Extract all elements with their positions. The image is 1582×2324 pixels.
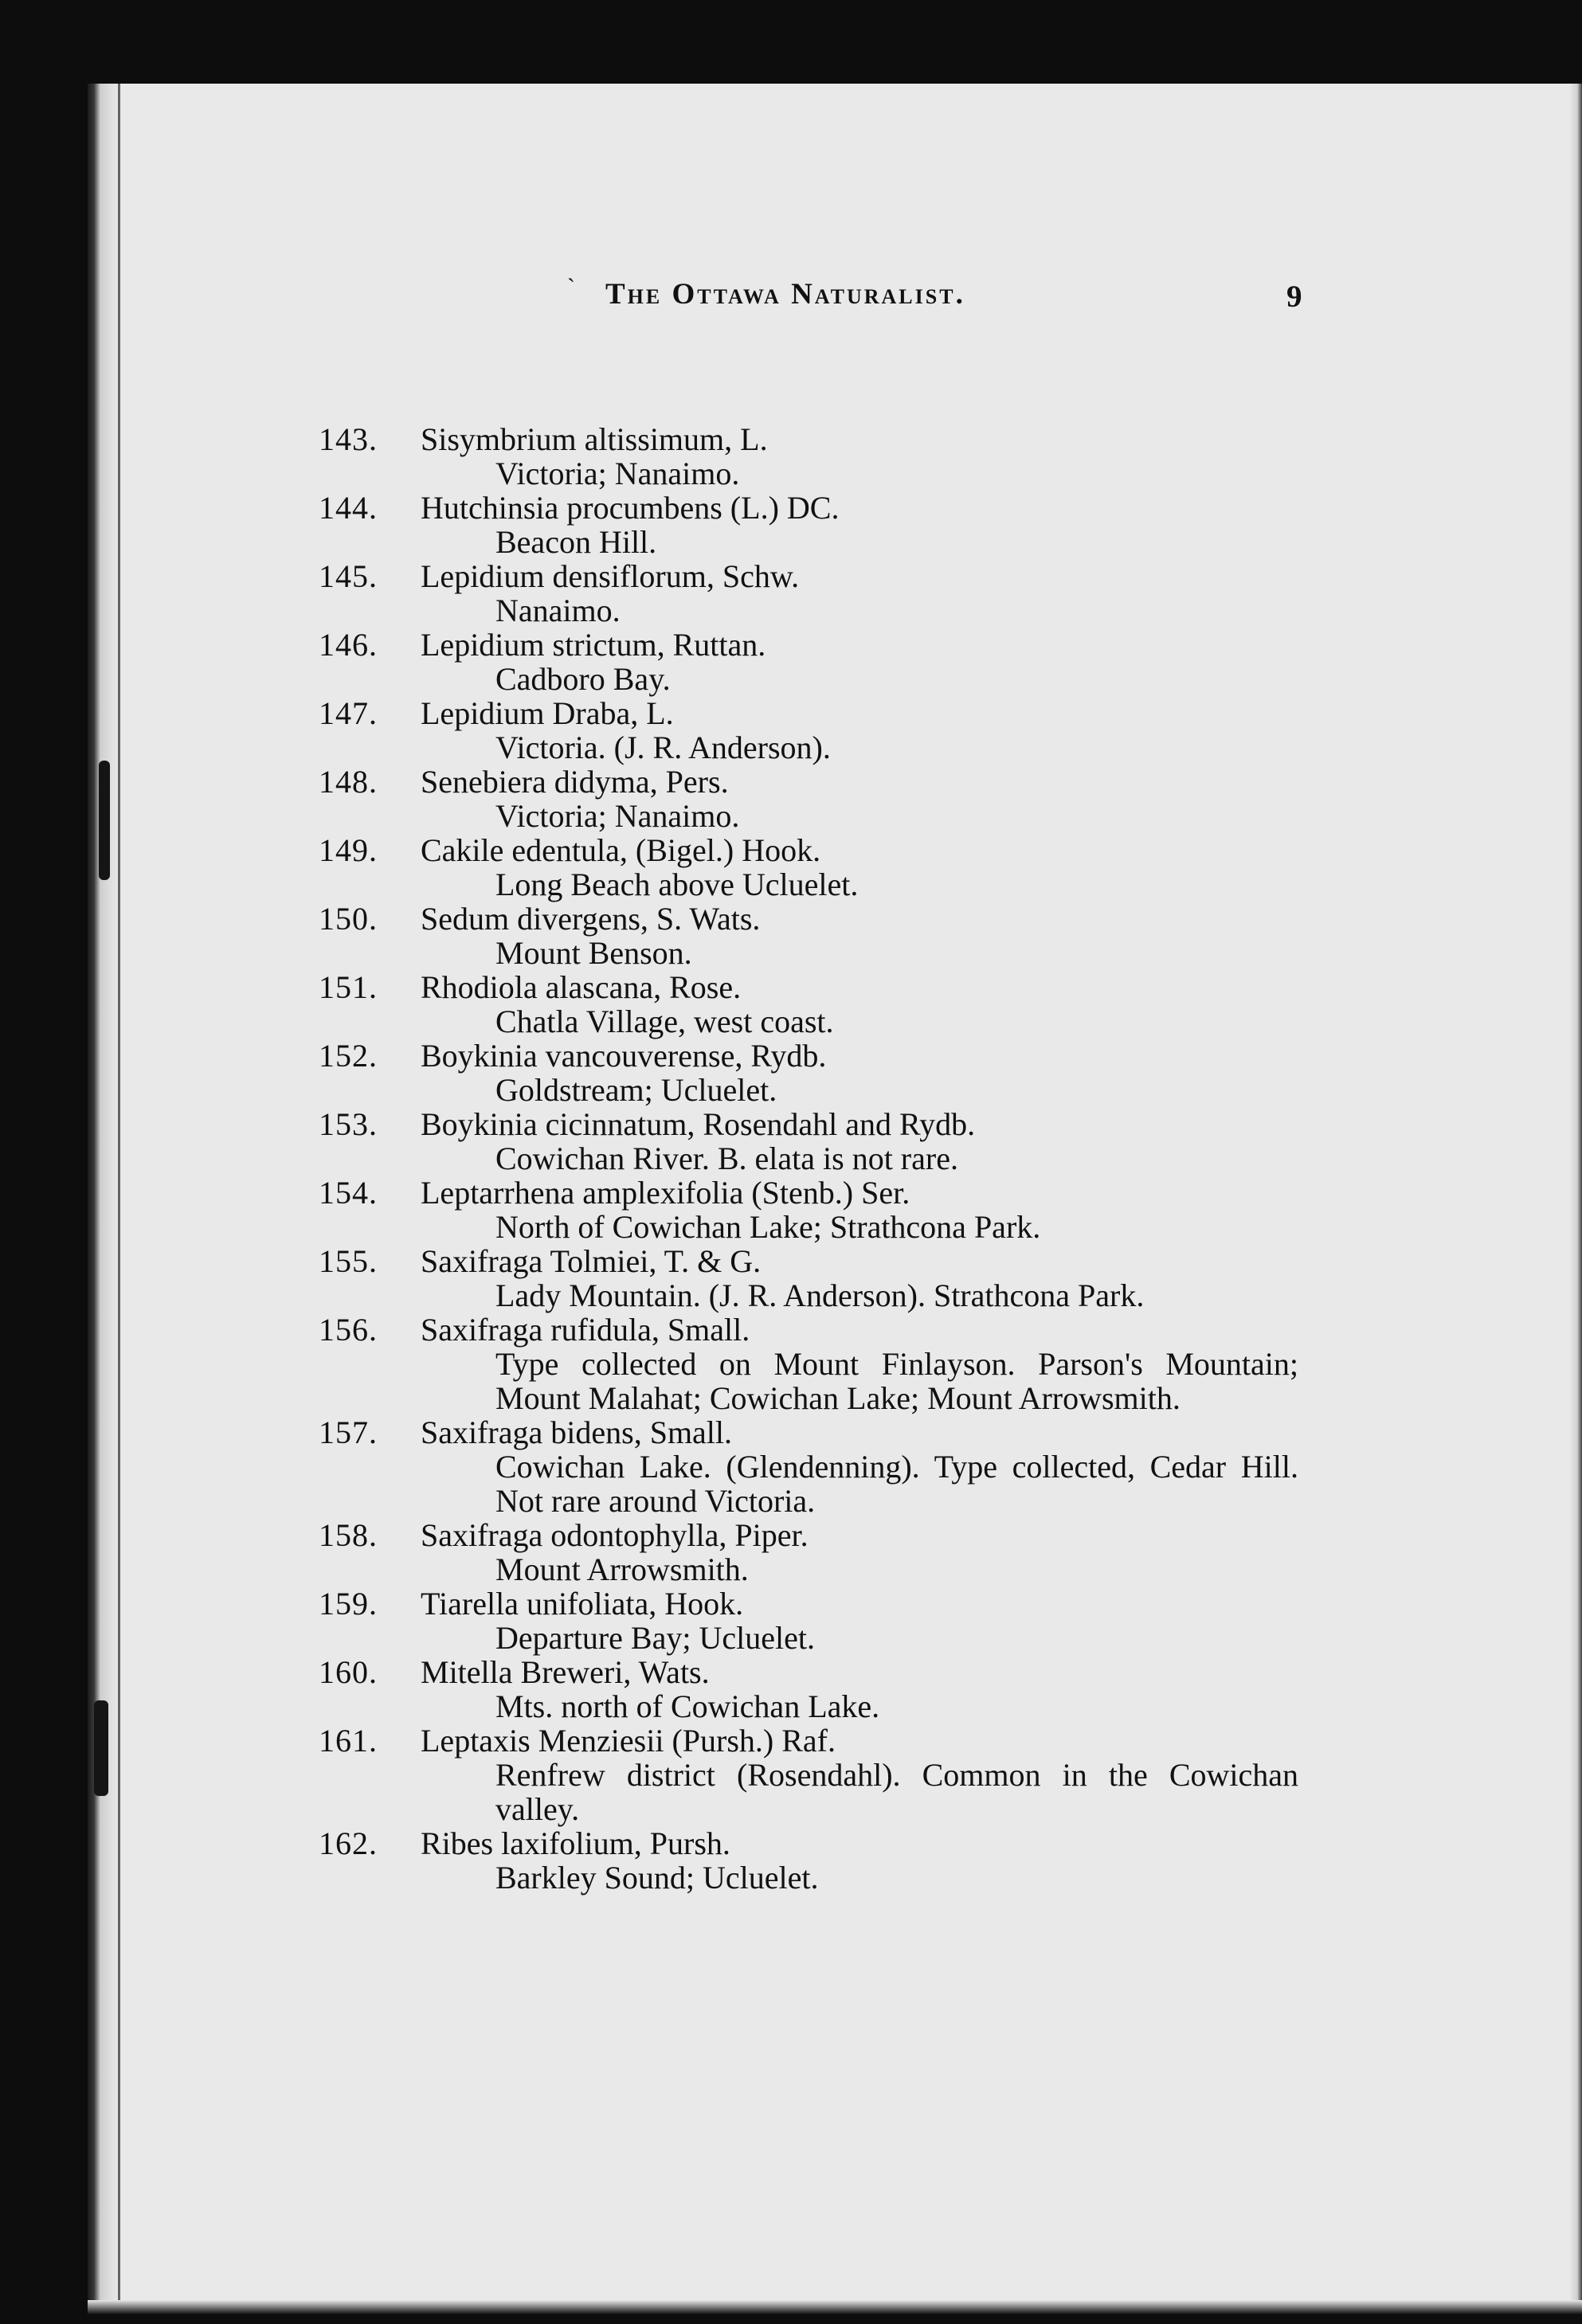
species-locality: Mount Arrowsmith. <box>495 1551 749 1587</box>
list-item <box>319 1587 1314 1655</box>
species-locality: Long Beach above Ucluelet. <box>495 867 859 902</box>
entry-number: 146. <box>319 627 378 663</box>
page-right-edge <box>1569 84 1582 2324</box>
list-item <box>319 1826 1314 1895</box>
list-item <box>319 1415 1314 1518</box>
species-locality: Renfrew district (Rosendahl). Common in the Cowichan valley. <box>495 1757 1298 1827</box>
binding-mark-top <box>99 761 110 880</box>
list-item <box>319 1313 1314 1415</box>
list-item <box>319 491 1314 559</box>
species-name: Saxifraga rufidula, Small. <box>421 1312 750 1348</box>
species-name: Hutchinsia procumbens (L.) DC. <box>421 490 840 526</box>
species-locality: Mount Benson. <box>495 935 692 971</box>
species-locality: Mts. north of Cowichan Lake. <box>495 1688 880 1724</box>
species-name: Leptarrhena amplexifolia (Stenb.) Ser. <box>421 1175 910 1211</box>
entry-number: 157. <box>319 1414 378 1450</box>
species-locality: Barkley Sound; Ucluelet. <box>495 1860 819 1896</box>
running-title: The Ottawa Naturalist. <box>605 278 965 311</box>
species-locality: Victoria. (J. R. Anderson). <box>495 730 831 765</box>
species-name: Lepidium Draba, L. <box>421 695 674 731</box>
species-name: Ribes laxifolium, Pursh. <box>421 1825 730 1861</box>
species-locality: Lady Mountain. (J. R. Anderson). Strathcona Park. <box>495 1277 1145 1313</box>
species-name: Mitella Breweri, Wats. <box>421 1654 710 1690</box>
species-name: Lepidium strictum, Ruttan. <box>421 627 766 663</box>
gutter-shadow-line <box>118 84 120 2324</box>
species-locality: North of Cowichan Lake; Strathcona Park. <box>495 1209 1041 1245</box>
running-head-mark: ` <box>567 274 575 300</box>
entry-number: 153. <box>319 1106 378 1142</box>
entry-number: 161. <box>319 1723 378 1759</box>
entry-number: 144. <box>319 490 378 526</box>
entry-number: 149. <box>319 832 378 868</box>
entry-number: 160. <box>319 1654 378 1690</box>
species-locality: Type collected on Mount Finlayson. Parson's Mountain; Mount Malahat; Cowichan Lake; Mount Arrowsmith. <box>495 1346 1298 1416</box>
species-locality: Departure Bay; Ucluelet. <box>495 1620 815 1656</box>
list-item <box>319 765 1314 833</box>
species-list <box>319 422 1314 1895</box>
species-name: Senebiera didyma, Pers. <box>421 764 729 800</box>
entry-number: 155. <box>319 1243 378 1279</box>
species-locality: Goldstream; Ucluelet. <box>495 1072 777 1108</box>
species-name: Lepidium densiflorum, Schw. <box>421 558 800 594</box>
entry-number: 145. <box>319 558 378 594</box>
species-name: Boykinia cicinnatum, Rosendahl and Rydb. <box>421 1106 976 1142</box>
list-item <box>319 1176 1314 1244</box>
list-item <box>319 1655 1314 1723</box>
species-locality: Cowichan River. B. elata is not rare. <box>495 1140 958 1176</box>
list-item <box>319 970 1314 1039</box>
species-name: Cakile edentula, (Bigel.) Hook. <box>421 832 821 868</box>
page-bottom-edge <box>88 2300 1582 2324</box>
list-item <box>319 1518 1314 1587</box>
list-item <box>319 1107 1314 1176</box>
list-item <box>319 696 1314 765</box>
species-locality: Chatla Village, west coast. <box>495 1004 834 1039</box>
species-locality: Cowichan Lake. (Glendenning). Type collected, Cedar Hill. Not rare around Victoria. <box>495 1449 1298 1519</box>
list-item <box>319 1244 1314 1313</box>
entry-number: 150. <box>319 901 378 937</box>
list-item <box>319 1723 1314 1826</box>
running-head <box>518 274 1306 325</box>
entry-number: 159. <box>319 1586 378 1622</box>
species-locality: Victoria; Nanaimo. <box>495 798 740 834</box>
page-gutter <box>88 84 121 2324</box>
species-name: Saxifraga odontophylla, Piper. <box>421 1517 809 1553</box>
list-item <box>319 902 1314 970</box>
species-name: Leptaxis Menziesii (Pursh.) Raf. <box>421 1723 836 1759</box>
entry-number: 143. <box>319 421 378 457</box>
species-name: Saxifraga Tolmiei, T. & G. <box>421 1243 762 1279</box>
species-name: Tiarella unifoliata, Hook. <box>421 1586 744 1622</box>
species-name: Boykinia vancouverense, Rydb. <box>421 1038 827 1074</box>
entry-number: 148. <box>319 764 378 800</box>
list-item <box>319 422 1314 491</box>
species-locality: Cadboro Bay. <box>495 661 671 697</box>
entry-number: 152. <box>319 1038 378 1074</box>
entry-number: 158. <box>319 1517 378 1553</box>
list-item <box>319 1039 1314 1107</box>
species-locality: Nanaimo. <box>495 593 621 628</box>
entry-number: 156. <box>319 1312 378 1348</box>
entry-number: 162. <box>319 1825 378 1861</box>
list-item <box>319 628 1314 696</box>
species-name: Rhodiola alascana, Rose. <box>421 969 742 1005</box>
binding-mark-middle <box>94 1700 108 1796</box>
list-item <box>319 833 1314 902</box>
page-number: 9 <box>1286 280 1302 314</box>
species-locality: Victoria; Nanaimo. <box>495 456 740 491</box>
species-name: Sedum divergens, S. Wats. <box>421 901 761 937</box>
list-item <box>319 559 1314 628</box>
species-name: Saxifraga bidens, Small. <box>421 1414 733 1450</box>
entry-number: 147. <box>319 695 378 731</box>
species-locality: Beacon Hill. <box>495 524 657 560</box>
entry-number: 154. <box>319 1175 378 1211</box>
species-name: Sisymbrium altissimum, L. <box>421 421 768 457</box>
entry-number: 151. <box>319 969 378 1005</box>
